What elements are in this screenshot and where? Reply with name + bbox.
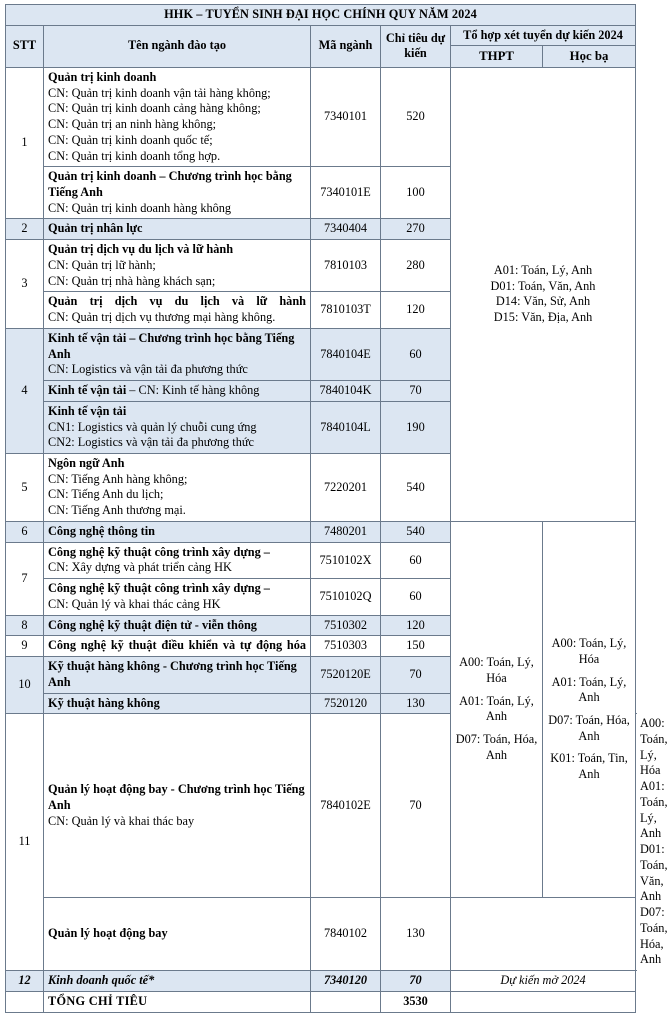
major-spec: – CN: Kinh tế hàng không [126, 383, 260, 398]
table-row [6, 67, 636, 166]
row-number: 10 [6, 657, 44, 714]
combo-block-a [451, 67, 636, 521]
table-row [6, 898, 636, 971]
major-cell [44, 579, 311, 615]
major-quota: 270 [381, 219, 451, 240]
major-quota: 60 [381, 328, 451, 380]
major-title: Kinh tế vận tải – Chương trình học bằng Tiếng Anh [48, 330, 295, 361]
major-spec: CN: Xây dựng và phát triển cảng HK [48, 560, 232, 575]
major-cell [44, 167, 311, 219]
major-title: Quản trị kinh doanh [48, 69, 157, 84]
major-spec: CN: Quản trị kinh doanh tổng hợp. [48, 148, 221, 163]
major-quota: 100 [381, 167, 451, 219]
major-spec: CN: Quản trị dịch vụ thương mại hàng không. [48, 310, 276, 325]
major-spec: CN: Tiếng Anh hàng không; [48, 471, 188, 486]
major-code: 7340101 [311, 67, 381, 166]
major-code: 7510303 [311, 636, 381, 657]
major-title: Kỹ thuật hàng không - Chương trình học Tiếng Anh [48, 659, 297, 689]
row-number: 9 [6, 636, 44, 657]
header-combo-group: Tổ hợp xét tuyển dự kiến 2024 [451, 25, 636, 46]
major-spec: CN: Quản trị nhà hàng khách sạn; [48, 273, 216, 288]
major-quota: 60 [381, 542, 451, 578]
major-cell [44, 240, 311, 292]
major-code: 7840104K [311, 381, 381, 402]
table-row [6, 521, 636, 542]
major-cell [44, 521, 311, 542]
row-number: 1 [6, 67, 44, 219]
major-title: Kinh doanh quốc tế* [48, 973, 155, 988]
row-number: 4 [6, 328, 44, 453]
header-stt: STT [6, 25, 44, 67]
row-number: 2 [6, 219, 44, 240]
major-code: 7510102Q [311, 579, 381, 615]
combo-line: D01: Toán, Văn, Anh [640, 842, 668, 904]
major-cell [44, 454, 311, 522]
major-quota: 520 [381, 67, 451, 166]
major-code: 7480201 [311, 521, 381, 542]
major-spec: CN: Quản lý và khai thác cảng HK [48, 596, 221, 611]
major-title: Kỹ thuật hàng không [48, 695, 160, 710]
major-spec: CN: Quản trị lữ hành; [48, 257, 156, 272]
major-spec: CN: Quản trị an ninh hàng không; [48, 117, 217, 132]
major-code: 7220201 [311, 454, 381, 522]
total-stt-blank [6, 991, 44, 1012]
major-code: 7520120 [311, 693, 381, 714]
major-spec: CN2: Logistics và vận tải đa phương thức [48, 435, 254, 450]
combo-line: D07: Toán, Hóa, Anh [640, 905, 668, 967]
major-code: 7510302 [311, 615, 381, 636]
major-title: Công nghệ kỹ thuật điện tử - viễn thông [48, 617, 257, 632]
combo-spacer [547, 706, 631, 713]
major-quota: 130 [381, 898, 451, 971]
header-major-code: Mã ngành [311, 25, 381, 67]
major-quota: 120 [381, 292, 451, 328]
combo-line: D01: Toán, Văn, Anh [490, 278, 596, 293]
major-quota: 280 [381, 240, 451, 292]
header-quota: Chỉ tiêu dự kiến [381, 25, 451, 67]
combo-line: A00: Toán, Lý, Hóa [459, 655, 534, 686]
combo-line: K01: Toán, Tin, Anh [550, 751, 628, 782]
combo-line: A01: Toán, Lý, Anh [640, 779, 668, 841]
major-title: Quản trị dịch vụ du lịch và lữ hành [48, 242, 234, 257]
major-code: 7510102X [311, 542, 381, 578]
title-row [6, 5, 636, 26]
row-number: 12 [6, 971, 44, 992]
major-title: Công nghệ thông tin [48, 523, 155, 538]
major-cell [44, 657, 311, 693]
major-title: Quản trị kinh doanh – Chương trình học bằng Tiếng Anh [48, 169, 292, 199]
combo-spacer [547, 668, 631, 675]
header-thpt: THPT [451, 46, 543, 67]
major-spec: CN: Quản trị kinh doanh cảng hàng không; [48, 101, 261, 116]
major-title: Công nghệ kỹ thuật công trình xây dựng – [48, 581, 270, 596]
row-number: 6 [6, 521, 44, 542]
major-cell [44, 693, 311, 714]
total-value: 3530 [381, 991, 451, 1012]
major-title: Quản lý hoạt động bay [48, 926, 168, 941]
row-number: 7 [6, 542, 44, 615]
admissions-table [5, 4, 668, 1013]
combo-line: D14: Văn, Sử, Anh [495, 294, 591, 309]
major-code: 7840102 [311, 898, 381, 971]
major-quota: 130 [381, 693, 451, 714]
major-title: Kinh tế vận tải [48, 383, 127, 398]
major-quota: 60 [381, 579, 451, 615]
major-title: Ngôn ngữ Anh [48, 456, 125, 470]
row-number: 3 [6, 240, 44, 329]
major-spec: CN1: Logistics và quản lý chuỗi cung ứng [48, 419, 257, 434]
header-major-name: Tên ngành đào tạo [44, 25, 311, 67]
table-row [6, 971, 636, 992]
major-code: 7340120 [311, 971, 381, 992]
major-cell [44, 219, 311, 240]
major-cell [44, 615, 311, 636]
major-cell [44, 328, 311, 380]
major-code: 7810103T [311, 292, 381, 328]
combo-line: A00: Toán, Lý, Hóa [551, 636, 627, 666]
major-cell [44, 67, 311, 166]
page-title: HHK – TUYỂN SINH ĐẠI HỌC CHÍNH QUY NĂM 2024 [6, 5, 636, 26]
major-title: Công nghệ kỹ thuật điều khiển và tự động hóa [48, 638, 306, 653]
row-number: 5 [6, 454, 44, 522]
row-number: 8 [6, 615, 44, 636]
header-hocba: Học bạ [543, 46, 636, 67]
major-cell [44, 714, 311, 898]
row-number: 11 [6, 714, 44, 971]
total-code-blank [311, 991, 381, 1012]
major-quota: 540 [381, 521, 451, 542]
major-code: 7340404 [311, 219, 381, 240]
major-cell [44, 542, 311, 578]
combo-line: A00: Toán, Lý, Hóa [640, 716, 668, 778]
major-spec: CN: Quản trị kinh doanh hàng không [48, 200, 232, 215]
major-title: Quản lý hoạt động bay - Chương trình học Tiếng Anh [48, 782, 305, 812]
major-quota: 70 [381, 971, 451, 992]
major-code: 7520120E [311, 657, 381, 693]
combo-line: A01: Toán, Lý, Anh [551, 674, 627, 705]
total-row [6, 991, 636, 1012]
combo-block-b-hocba [543, 521, 636, 897]
major-cell [44, 636, 311, 657]
combo-line: D15: Văn, Địa, Anh [493, 310, 593, 325]
major-code: 7810103 [311, 240, 381, 292]
major-code: 7840102E [311, 714, 381, 898]
major-code: 7840104E [311, 328, 381, 380]
major-cell [44, 292, 311, 328]
major-quota: 70 [381, 657, 451, 693]
major-quota: 120 [381, 615, 451, 636]
total-label: TỔNG CHỈ TIÊU [44, 991, 311, 1012]
major-quota: 540 [381, 454, 451, 522]
combo-line: A01: Toán, Lý, Anh [459, 693, 534, 724]
major-quota: 70 [381, 714, 451, 898]
major-title: Công nghệ kỹ thuật công trình xây dựng – [48, 544, 270, 559]
major-title-inline [48, 383, 306, 399]
major-cell [44, 381, 311, 402]
combo-spacer [455, 687, 538, 694]
major-spec: CN: Quản trị kinh doanh vận tải hàng không; [48, 85, 271, 100]
combo-spacer [455, 725, 538, 732]
major-cell [44, 898, 311, 971]
combo-block-b-thpt [451, 521, 543, 897]
combo-line: D07: Toán, Hóa, Anh [548, 712, 630, 743]
major-spec: CN: Tiếng Anh thương mại. [48, 503, 186, 518]
major-cell [44, 971, 311, 992]
major-cell [44, 401, 311, 453]
major-quota: 190 [381, 401, 451, 453]
combo-spacer [547, 744, 631, 751]
combo-line: A01: Toán, Lý, Anh [493, 262, 593, 277]
major-spec: CN: Quản lý và khai thác bay [48, 813, 195, 828]
major-quota: 150 [381, 636, 451, 657]
header-row-1 [6, 25, 636, 46]
major-code: 7340101E [311, 167, 381, 219]
major-title: Quản trị nhân lực [48, 221, 143, 236]
major-title: Kinh tế vận tải [48, 403, 127, 418]
major-spec: CN: Quản trị kinh doanh quốc tế; [48, 132, 213, 147]
major-spec: CN: Tiếng Anh du lịch; [48, 487, 164, 502]
major-spec: CN: Logistics và vận tải đa phương thức [48, 362, 248, 377]
total-combo-blank [451, 991, 636, 1012]
major-code: 7840104L [311, 401, 381, 453]
major-quota: 70 [381, 381, 451, 402]
major-title: Quản trị dịch vụ du lịch và lữ hành [48, 294, 306, 309]
combo-block-d-note: Dự kiến mở 2024 [451, 971, 636, 992]
combo-line: D07: Toán, Hóa, Anh [455, 732, 538, 762]
